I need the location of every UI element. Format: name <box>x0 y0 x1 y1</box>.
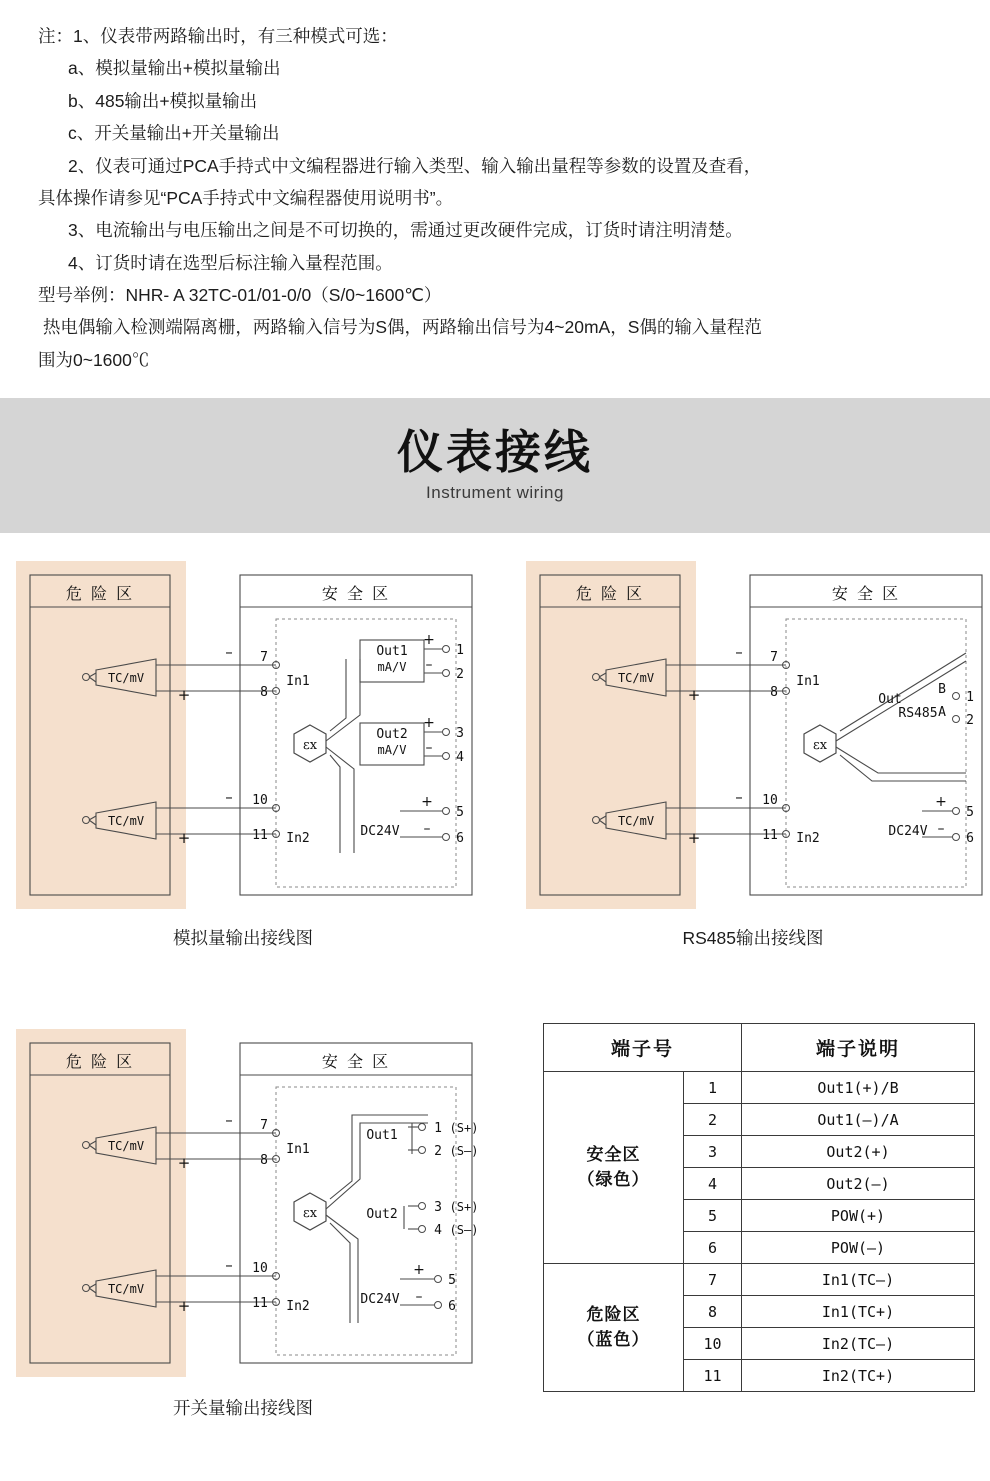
svg-text:+: + <box>687 829 701 848</box>
terminal-no: 2 <box>684 1104 742 1136</box>
svg-text:3: 3 <box>434 1200 442 1216</box>
hazard-zone-label-3: 危 险 区 <box>65 1052 135 1072</box>
caption-rs485: RS485输出接线图 <box>682 928 824 949</box>
note-line: 3、电流输出与电压输出之间是不可切换的，需通过更改硬件完成，订货时请注明清楚。 <box>68 220 743 241</box>
svg-text:mA/V: mA/V <box>377 743 407 758</box>
terminal-no: 8 <box>684 1296 742 1328</box>
svg-text:εx: εx <box>302 738 318 754</box>
svg-text:–: – <box>415 1289 423 1306</box>
svg-text:In2: In2 <box>796 831 820 847</box>
diagram-switch-output <box>8 1023 478 1378</box>
svg-text:+: + <box>423 715 435 732</box>
terminal-desc: In2(TC–) <box>742 1328 975 1360</box>
svg-text:TC/mV: TC/mV <box>107 1282 145 1297</box>
svg-text:+: + <box>423 632 435 649</box>
svg-text:TC/mV: TC/mV <box>107 1139 145 1154</box>
banner-subtitle: Instrument wiring <box>426 482 564 502</box>
svg-text:(S+): (S+) <box>449 1200 478 1215</box>
table-header-row <box>544 1024 975 1072</box>
terminal-no: 11 <box>684 1360 742 1392</box>
svg-text:DC24V: DC24V <box>360 824 400 840</box>
svg-text:Out1: Out1 <box>376 644 408 660</box>
svg-text:2: 2 <box>434 1144 442 1160</box>
svg-text:6: 6 <box>448 1299 456 1315</box>
note-line: 热电偶输入检测端隔离栅，两路输入信号为S偶，两路输出信号为4~20mA，S偶的输入量程范 <box>38 317 762 338</box>
header-terminal-desc: 端子说明 <box>742 1024 975 1072</box>
svg-text:–: – <box>735 643 743 662</box>
svg-text:4: 4 <box>456 750 464 766</box>
svg-text:5: 5 <box>448 1273 456 1289</box>
svg-text:In2: In2 <box>286 831 310 847</box>
note-line: a、模拟量输出+模拟量输出 <box>68 58 281 79</box>
svg-text:–: – <box>423 821 431 838</box>
banner-title: 仪表接线 <box>397 425 593 480</box>
svg-text:+: + <box>177 829 191 848</box>
svg-text:6: 6 <box>966 831 974 847</box>
note-line: 型号举例：NHR- A 32TC-01/01-0/0（S/0~1600℃） <box>38 285 442 305</box>
terminal-desc: Out1(+)/B <box>742 1072 975 1104</box>
svg-text:–: – <box>735 788 743 807</box>
svg-text:TC/mV: TC/mV <box>617 671 655 686</box>
terminal-desc: Out2(–) <box>742 1168 975 1200</box>
svg-text:(S–): (S–) <box>449 1223 478 1238</box>
notes-block <box>0 0 990 376</box>
svg-text:TC/mV: TC/mV <box>107 814 145 829</box>
section-banner <box>0 398 990 533</box>
svg-text:(S–): (S–) <box>449 1144 478 1159</box>
svg-text:+: + <box>687 686 701 705</box>
terminal-desc: In2(TC+) <box>742 1360 975 1392</box>
svg-text:+: + <box>421 794 433 811</box>
safe-zone-label-1: 安 全 区 <box>321 584 391 604</box>
svg-text:8: 8 <box>260 685 268 701</box>
terminal-desc: In1(TC–) <box>742 1264 975 1296</box>
terminal-no: 4 <box>684 1168 742 1200</box>
svg-text:+: + <box>177 1154 191 1173</box>
svg-text:5: 5 <box>966 805 974 821</box>
table-row <box>544 1072 975 1104</box>
note-line: 注：1、仪表带两路输出时，有三种模式可选： <box>38 26 398 46</box>
svg-text:8: 8 <box>260 1153 268 1169</box>
svg-text:5: 5 <box>456 805 464 821</box>
svg-text:Out2: Out2 <box>366 1207 398 1223</box>
svg-text:6: 6 <box>456 831 464 847</box>
terminal-no: 1 <box>684 1072 742 1104</box>
terminal-no: 7 <box>684 1264 742 1296</box>
svg-text:In1: In1 <box>286 1142 310 1158</box>
terminal-desc: POW(–) <box>742 1232 975 1264</box>
svg-text:+: + <box>935 794 947 811</box>
svg-text:DC24V: DC24V <box>888 824 928 840</box>
svg-text:A: A <box>938 705 946 721</box>
svg-text:+: + <box>177 686 191 705</box>
terminal-no: 5 <box>684 1200 742 1232</box>
note-line: 4、订货时请在选型后标注输入量程范围。 <box>68 252 393 273</box>
note-line: c、开关量输出+开关量输出 <box>68 123 280 144</box>
svg-text:In2: In2 <box>286 1299 310 1315</box>
svg-text:11: 11 <box>762 828 778 844</box>
table-row <box>544 1264 975 1296</box>
svg-text:10: 10 <box>762 793 778 809</box>
svg-text:10: 10 <box>252 1261 268 1277</box>
terminal-desc: Out1(–)/A <box>742 1104 975 1136</box>
svg-text:+: + <box>413 1262 425 1279</box>
svg-text:–: – <box>225 1256 233 1275</box>
svg-text:3: 3 <box>456 726 464 742</box>
terminal-desc: In1(TC+) <box>742 1296 975 1328</box>
safe-zone-label-2: 安 全 区 <box>831 584 901 604</box>
svg-text:10: 10 <box>252 793 268 809</box>
svg-text:2: 2 <box>966 713 974 729</box>
svg-text:mA/V: mA/V <box>377 660 407 675</box>
svg-text:–: – <box>425 657 433 674</box>
svg-text:11: 11 <box>252 1296 268 1312</box>
svg-text:Out2: Out2 <box>376 727 408 743</box>
svg-text:7: 7 <box>260 1118 268 1134</box>
terminal-no: 10 <box>684 1328 742 1360</box>
terminal-desc: Out2(+) <box>742 1136 975 1168</box>
note-line: b、485输出+模拟量输出 <box>68 90 258 111</box>
svg-text:TC/mV: TC/mV <box>617 814 655 829</box>
terminal-no: 6 <box>684 1232 742 1264</box>
svg-text:RS485: RS485 <box>898 706 938 722</box>
zone-color: （蓝色） <box>577 1329 650 1350</box>
zone-name: 安全区 <box>586 1144 641 1165</box>
svg-text:1: 1 <box>434 1121 442 1137</box>
zone-cell-hazard <box>544 1264 684 1392</box>
svg-text:εx: εx <box>302 1206 318 1222</box>
svg-text:+: + <box>177 1297 191 1316</box>
svg-text:1: 1 <box>456 643 464 659</box>
svg-text:εx: εx <box>812 738 828 754</box>
diagram-analog-output <box>8 555 478 910</box>
terminal-desc: POW(+) <box>742 1200 975 1232</box>
safe-zone-label-3: 安 全 区 <box>321 1052 391 1072</box>
svg-text:7: 7 <box>770 650 778 666</box>
hazard-zone-label-1: 危 险 区 <box>65 584 135 604</box>
svg-text:Out1: Out1 <box>366 1128 398 1144</box>
svg-text:In1: In1 <box>286 674 310 690</box>
svg-text:TC/mV: TC/mV <box>107 671 145 686</box>
svg-text:–: – <box>225 788 233 807</box>
svg-text:–: – <box>425 740 433 757</box>
hazard-zone-label-2: 危 险 区 <box>575 584 645 604</box>
svg-text:Out: Out <box>878 692 902 708</box>
caption-switch: 开关量输出接线图 <box>173 1398 313 1419</box>
svg-text:11: 11 <box>252 828 268 844</box>
terminal-table <box>543 1023 975 1392</box>
svg-text:DC24V: DC24V <box>360 1292 400 1308</box>
svg-text:4: 4 <box>434 1223 442 1239</box>
svg-text:–: – <box>225 643 233 662</box>
svg-text:1: 1 <box>966 690 974 706</box>
svg-text:8: 8 <box>770 685 778 701</box>
svg-text:B: B <box>938 682 946 698</box>
svg-text:2: 2 <box>456 667 464 683</box>
svg-text:–: – <box>937 821 945 838</box>
caption-analog: 模拟量输出接线图 <box>173 928 313 949</box>
svg-text:–: – <box>225 1111 233 1130</box>
terminal-no: 3 <box>684 1136 742 1168</box>
zone-name: 危险区 <box>586 1304 641 1325</box>
zone-cell-safe <box>544 1072 684 1264</box>
zone-color: （绿色） <box>577 1169 650 1190</box>
note-line: 具体操作请参见“PCA手持式中文编程器使用说明书”。 <box>38 187 454 208</box>
note-line: 2、仪表可通过PCA手持式中文编程器进行输入类型、输入输出量程等参数的设置及查看， <box>68 155 762 176</box>
svg-text:7: 7 <box>260 650 268 666</box>
svg-text:In1: In1 <box>796 674 820 690</box>
note-line: 围为0~1600℃ <box>38 349 150 370</box>
svg-text:(S+): (S+) <box>449 1121 478 1136</box>
header-terminal-no: 端子号 <box>544 1024 742 1072</box>
diagram-rs485-output <box>518 555 988 910</box>
